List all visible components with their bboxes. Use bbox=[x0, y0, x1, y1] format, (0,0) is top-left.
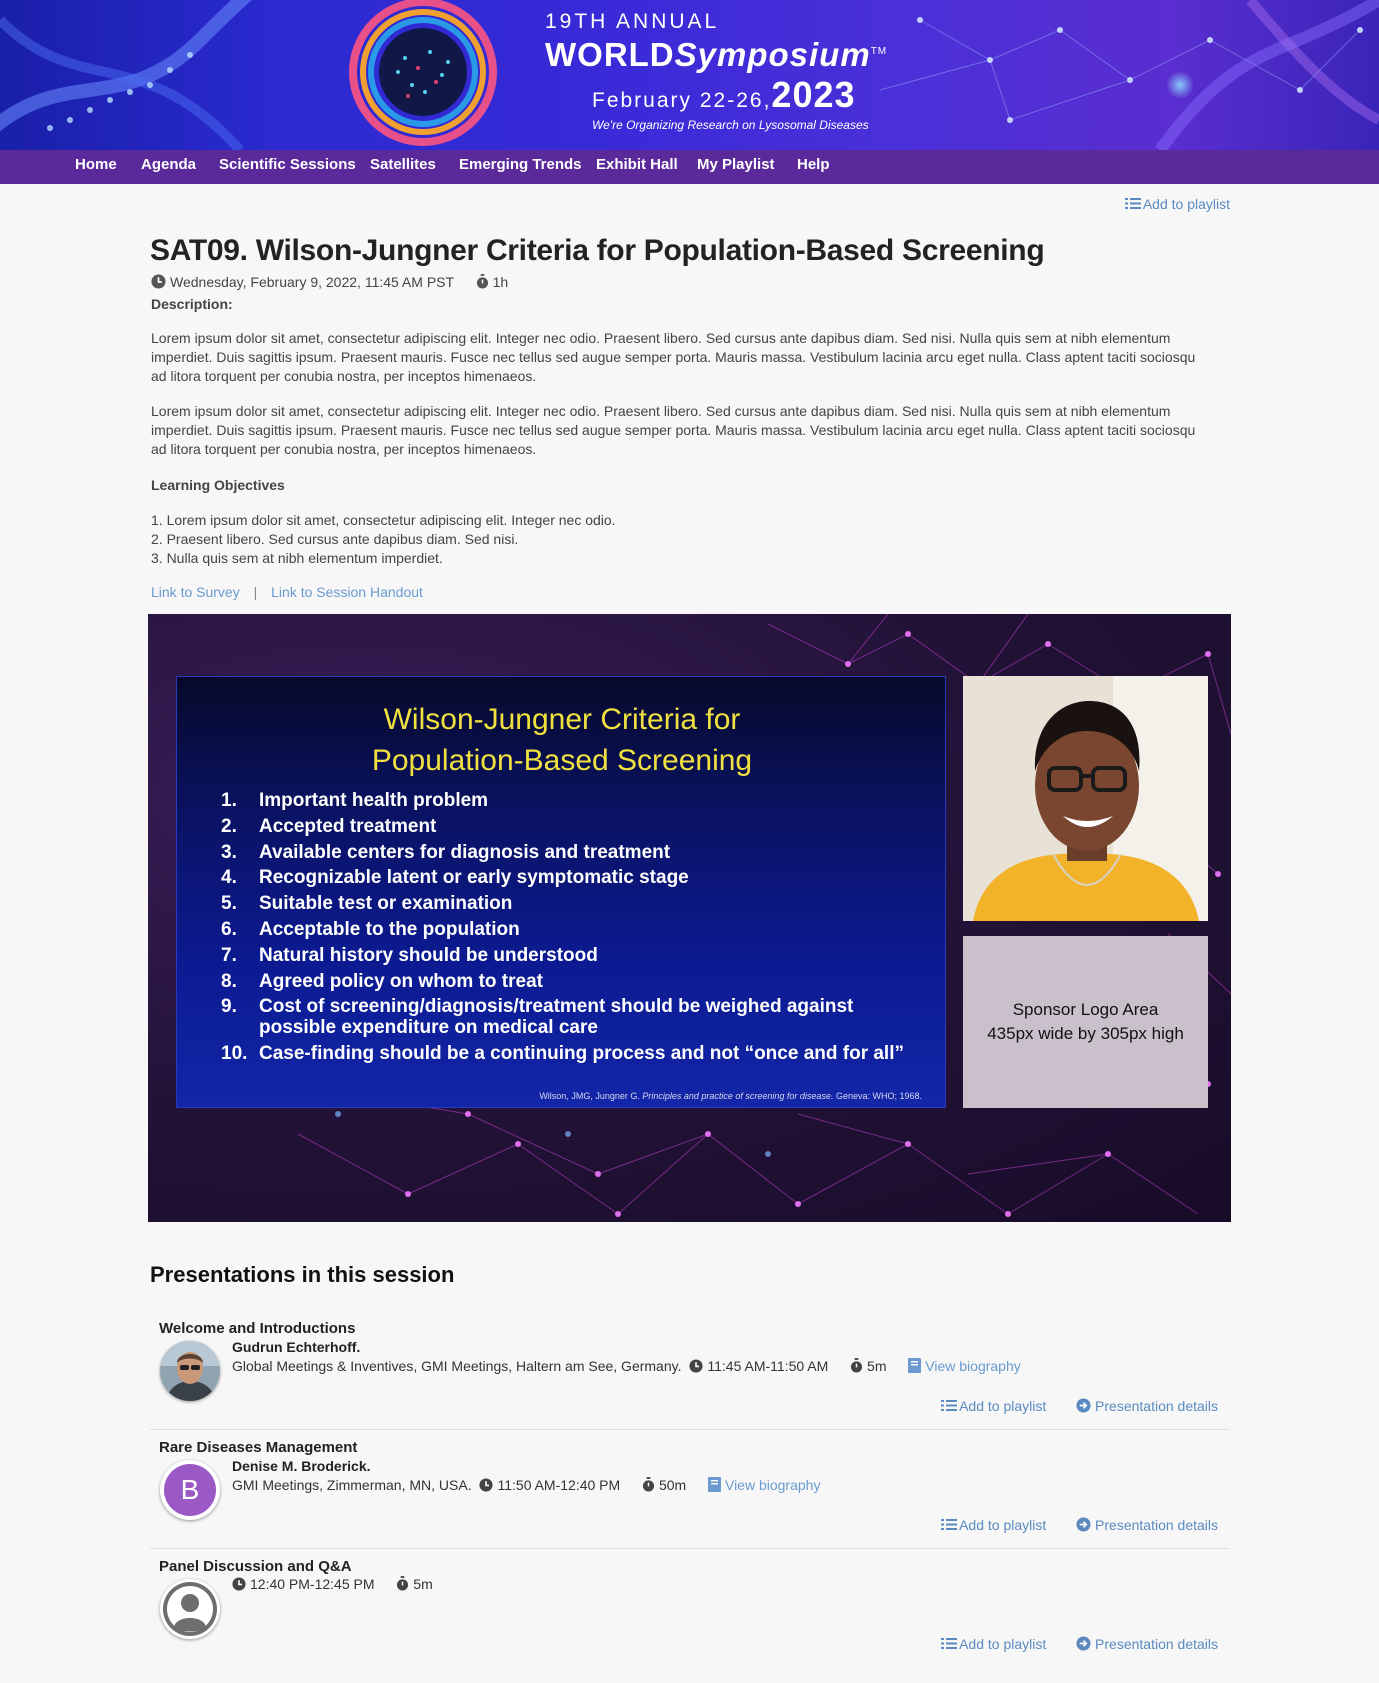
presentation-details-label: Presentation details bbox=[1095, 1398, 1218, 1414]
arrow-circle-icon bbox=[1076, 1398, 1091, 1413]
presentation-details-button[interactable] bbox=[1076, 1517, 1218, 1533]
nav-emerging-trends[interactable]: Emerging Trends bbox=[459, 156, 582, 173]
learning-objectives-list bbox=[151, 511, 616, 568]
criterion-number: 6. bbox=[221, 918, 237, 940]
slide-criterion bbox=[221, 867, 921, 888]
citation-source: Geneva: WHO; 1968. bbox=[833, 1091, 922, 1101]
banner-year: 2023 bbox=[771, 74, 856, 115]
nav-satellites[interactable]: Satellites bbox=[370, 156, 436, 173]
presentation-time: 11:45 AM-11:50 AM bbox=[707, 1358, 829, 1374]
slide-title bbox=[177, 699, 947, 781]
objective-item: 2. Praesent libero. Sed cursus ante dapibus diam. Sed nisi. bbox=[151, 531, 519, 547]
slide-criteria-list bbox=[221, 790, 921, 1069]
criterion-text: Recognizable latent or early symptomatic stage bbox=[259, 867, 689, 889]
learning-objectives-label: Learning Objectives bbox=[151, 477, 285, 493]
speaker-avatar bbox=[160, 1341, 220, 1401]
handout-link[interactable]: Link to Session Handout bbox=[271, 584, 423, 600]
book-icon bbox=[908, 1358, 921, 1373]
nav-exhibit-hall[interactable]: Exhibit Hall bbox=[596, 156, 678, 173]
slide-criterion bbox=[221, 842, 921, 863]
presentation-time: 12:40 PM-12:45 PM bbox=[250, 1576, 375, 1592]
main-nav bbox=[0, 150, 1379, 184]
criterion-text: Accepted treatment bbox=[259, 815, 437, 837]
presentation-slide bbox=[176, 676, 946, 1108]
banner-world-symposium bbox=[545, 36, 887, 74]
sponsor-logo-area bbox=[963, 936, 1208, 1108]
presentation-meta bbox=[232, 1358, 1021, 1374]
book-icon bbox=[708, 1477, 721, 1492]
presentation-actions bbox=[941, 1517, 1218, 1533]
sponsor-line: Sponsor Logo Area bbox=[1012, 1000, 1159, 1019]
speaker-name: Denise M. Broderick. bbox=[232, 1458, 371, 1474]
add-to-playlist-label: Add to playlist bbox=[959, 1636, 1047, 1652]
banner-tm: TM bbox=[870, 46, 888, 57]
session-duration: 1h bbox=[492, 274, 509, 290]
criterion-number: 9. bbox=[221, 996, 237, 1018]
slide-criterion bbox=[221, 816, 921, 837]
presentation-item bbox=[150, 1320, 1230, 1430]
session-meta bbox=[151, 274, 508, 290]
view-biography-link[interactable]: View biography bbox=[724, 1477, 821, 1493]
criterion-text: Important health problem bbox=[259, 790, 489, 811]
clock-icon bbox=[689, 1359, 703, 1373]
stopwatch-icon bbox=[642, 1477, 655, 1492]
criterion-number: 3. bbox=[221, 841, 237, 863]
banner-text bbox=[545, 10, 887, 132]
criterion-text: Case-finding should be a continuing process and not “once and for all” bbox=[259, 1043, 904, 1065]
criterion-number: 1. bbox=[221, 790, 237, 811]
add-to-playlist-button[interactable] bbox=[941, 1517, 1046, 1533]
criterion-text: Natural history should be understood bbox=[259, 944, 598, 966]
citation-authors: Wilson, JMG, Jungner G. bbox=[539, 1091, 643, 1101]
presentation-details-label: Presentation details bbox=[1095, 1636, 1218, 1652]
presentation-duration: 5m bbox=[867, 1358, 887, 1374]
nav-help[interactable]: Help bbox=[797, 156, 830, 173]
arrow-circle-icon bbox=[1076, 1517, 1091, 1532]
add-to-playlist-label: Add to playlist bbox=[959, 1398, 1047, 1414]
survey-link[interactable]: Link to Survey bbox=[151, 584, 240, 600]
stopwatch-icon bbox=[396, 1576, 409, 1591]
presentation-title: Panel Discussion and Q&A bbox=[159, 1558, 352, 1575]
objective-item: 1. Lorem ipsum dolor sit amet, consectetur adipiscing elit. Integer nec odio. bbox=[151, 512, 616, 528]
session-video-player[interactable] bbox=[148, 614, 1231, 1222]
speaker-name: Gudrun Echterhoff. bbox=[232, 1339, 361, 1355]
list-icon bbox=[941, 1399, 957, 1412]
description-paragraph: Lorem ipsum dolor sit amet, consectetur adipiscing elit. Integer nec odio. Praesent libero. Sed cursus ante dapibus diam. Sed nisi. Nulla quis sem at nibh elementum imperdiet. Duis sagittis ipsum. Praesent mauris. Fusce nec tellus sed augue semper porta. Mauris massa. Vestibulum lacinia arcu eget nulla. Class aptent taciti sociosqu ad litora torquent per conubia nostra, per inceptos himenaeos. bbox=[151, 330, 1196, 384]
avatar-initial: B bbox=[164, 1464, 216, 1516]
criterion-number: 5. bbox=[221, 893, 237, 915]
presentation-duration: 5m bbox=[413, 1576, 433, 1592]
speaker-avatar bbox=[160, 1460, 220, 1520]
arrow-circle-icon bbox=[1076, 1636, 1091, 1651]
banner-symposium: Symposium bbox=[674, 36, 871, 73]
presentation-title: Welcome and Introductions bbox=[159, 1320, 356, 1337]
presentation-item bbox=[150, 1439, 1230, 1549]
speaker-affiliation: Global Meetings & Inventives, GMI Meetings, Haltern am See, Germany. bbox=[232, 1358, 682, 1374]
presentation-actions bbox=[941, 1398, 1218, 1414]
clock-icon bbox=[479, 1478, 493, 1492]
speaker-affiliation: GMI Meetings, Zimmerman, MN, USA. bbox=[232, 1477, 472, 1493]
user-placeholder-icon bbox=[160, 1579, 220, 1639]
stopwatch-icon bbox=[850, 1358, 863, 1373]
list-icon bbox=[1125, 197, 1141, 210]
add-to-playlist-button[interactable] bbox=[941, 1398, 1046, 1414]
banner-world: WORLD bbox=[545, 36, 675, 73]
banner-dates bbox=[592, 74, 887, 116]
presentation-details-label: Presentation details bbox=[1095, 1517, 1218, 1533]
presentation-item bbox=[150, 1558, 1230, 1668]
list-icon bbox=[941, 1518, 957, 1531]
slide-criterion bbox=[221, 919, 921, 940]
speaker-video-feed bbox=[963, 676, 1208, 921]
presentation-actions bbox=[941, 1636, 1218, 1652]
divider bbox=[150, 1429, 1230, 1430]
banner-tagline: We're Organizing Research on Lysosomal Diseases bbox=[592, 118, 869, 132]
speaker-portrait bbox=[963, 676, 1208, 921]
nav-agenda[interactable]: Agenda bbox=[141, 156, 197, 173]
criterion-number: 7. bbox=[221, 944, 237, 966]
presentation-details-button[interactable] bbox=[1076, 1636, 1218, 1652]
nav-my-playlist[interactable]: My Playlist bbox=[697, 156, 775, 173]
criterion-text: Available centers for diagnosis and treatment bbox=[259, 841, 671, 863]
presentation-meta bbox=[232, 1477, 820, 1493]
criterion-text: Suitable test or examination bbox=[259, 893, 513, 915]
citation-title: Principles and practice of screening for disease. bbox=[642, 1091, 834, 1101]
clock-icon bbox=[232, 1577, 246, 1591]
slide-title-line: Population-Based Screening bbox=[371, 744, 753, 777]
criterion-text: Acceptable to the population bbox=[259, 918, 520, 940]
link-separator: | bbox=[253, 584, 258, 600]
objective-item: 3. Nulla quis sem at nibh elementum imperdiet. bbox=[151, 550, 443, 566]
criterion-text: Cost of screening/diagnosis/treatment should be weighed against possible expenditure on medical care bbox=[259, 996, 854, 1039]
presentation-title: Rare Diseases Management bbox=[159, 1439, 358, 1456]
add-to-playlist-label: Add to playlist bbox=[959, 1517, 1047, 1533]
slide-citation bbox=[539, 1091, 922, 1101]
list-icon bbox=[941, 1637, 957, 1650]
nav-scientific-sessions[interactable]: Scientific Sessions bbox=[219, 156, 356, 173]
description-paragraph: Lorem ipsum dolor sit amet, consectetur adipiscing elit. Integer nec odio. Praesent libero. Sed cursus ante dapibus diam. Sed nisi. Nulla quis sem at nibh elementum imperdiet. Duis sagittis ipsum. Praesent mauris. Fusce nec tellus sed augue semper porta. Mauris massa. Vestibulum lacinia arcu eget nulla. Class aptent taciti sociosqu ad litora torquent per conubia nostra, per inceptos himenaeos. bbox=[151, 403, 1196, 457]
criterion-text: Agreed policy on whom to treat bbox=[259, 970, 543, 992]
add-to-playlist-button[interactable] bbox=[1125, 196, 1230, 212]
slide-criterion bbox=[221, 790, 921, 811]
conference-banner bbox=[0, 0, 1379, 150]
banner-annual: 19TH ANNUAL bbox=[545, 10, 720, 33]
clock-icon bbox=[151, 274, 166, 289]
speaker-avatar bbox=[160, 1579, 220, 1639]
criterion-number: 4. bbox=[221, 867, 237, 889]
slide-criterion bbox=[221, 945, 921, 966]
criterion-number: 10. bbox=[221, 1043, 248, 1065]
slide-title-line: Wilson-Jungner Criteria for bbox=[383, 703, 741, 736]
slide-criterion bbox=[221, 1043, 921, 1064]
banner-date-range: February 22-26, bbox=[592, 89, 772, 112]
presentation-details-button[interactable] bbox=[1076, 1398, 1218, 1414]
add-to-playlist-label: Add to playlist bbox=[1142, 196, 1230, 212]
presentation-time: 11:50 AM-12:40 PM bbox=[497, 1477, 621, 1493]
session-links bbox=[151, 584, 423, 600]
slide-criterion bbox=[221, 971, 921, 992]
avatar-photo bbox=[160, 1341, 220, 1401]
presentation-duration: 50m bbox=[658, 1477, 687, 1493]
nav-home[interactable]: Home bbox=[75, 156, 117, 173]
criterion-number: 8. bbox=[221, 970, 237, 992]
presentation-meta bbox=[232, 1576, 433, 1592]
presentations-heading: Presentations in this session bbox=[150, 1262, 455, 1287]
divider bbox=[150, 1548, 1230, 1549]
slide-criterion bbox=[221, 893, 921, 914]
add-to-playlist-button[interactable] bbox=[941, 1636, 1046, 1652]
stopwatch-icon bbox=[476, 274, 489, 289]
symposium-logo bbox=[353, 2, 493, 142]
session-datetime: Wednesday, February 9, 2022, 11:45 AM PST bbox=[170, 274, 454, 290]
sponsor-line: 435px wide by 305px high bbox=[987, 1024, 1184, 1043]
view-biography-link[interactable]: View biography bbox=[925, 1358, 1021, 1374]
description-label: Description: bbox=[151, 296, 233, 312]
session-title: SAT09. Wilson-Jungner Criteria for Population-Based Screening bbox=[150, 234, 1045, 267]
criterion-number: 2. bbox=[221, 815, 237, 837]
slide-criterion bbox=[221, 996, 861, 1038]
